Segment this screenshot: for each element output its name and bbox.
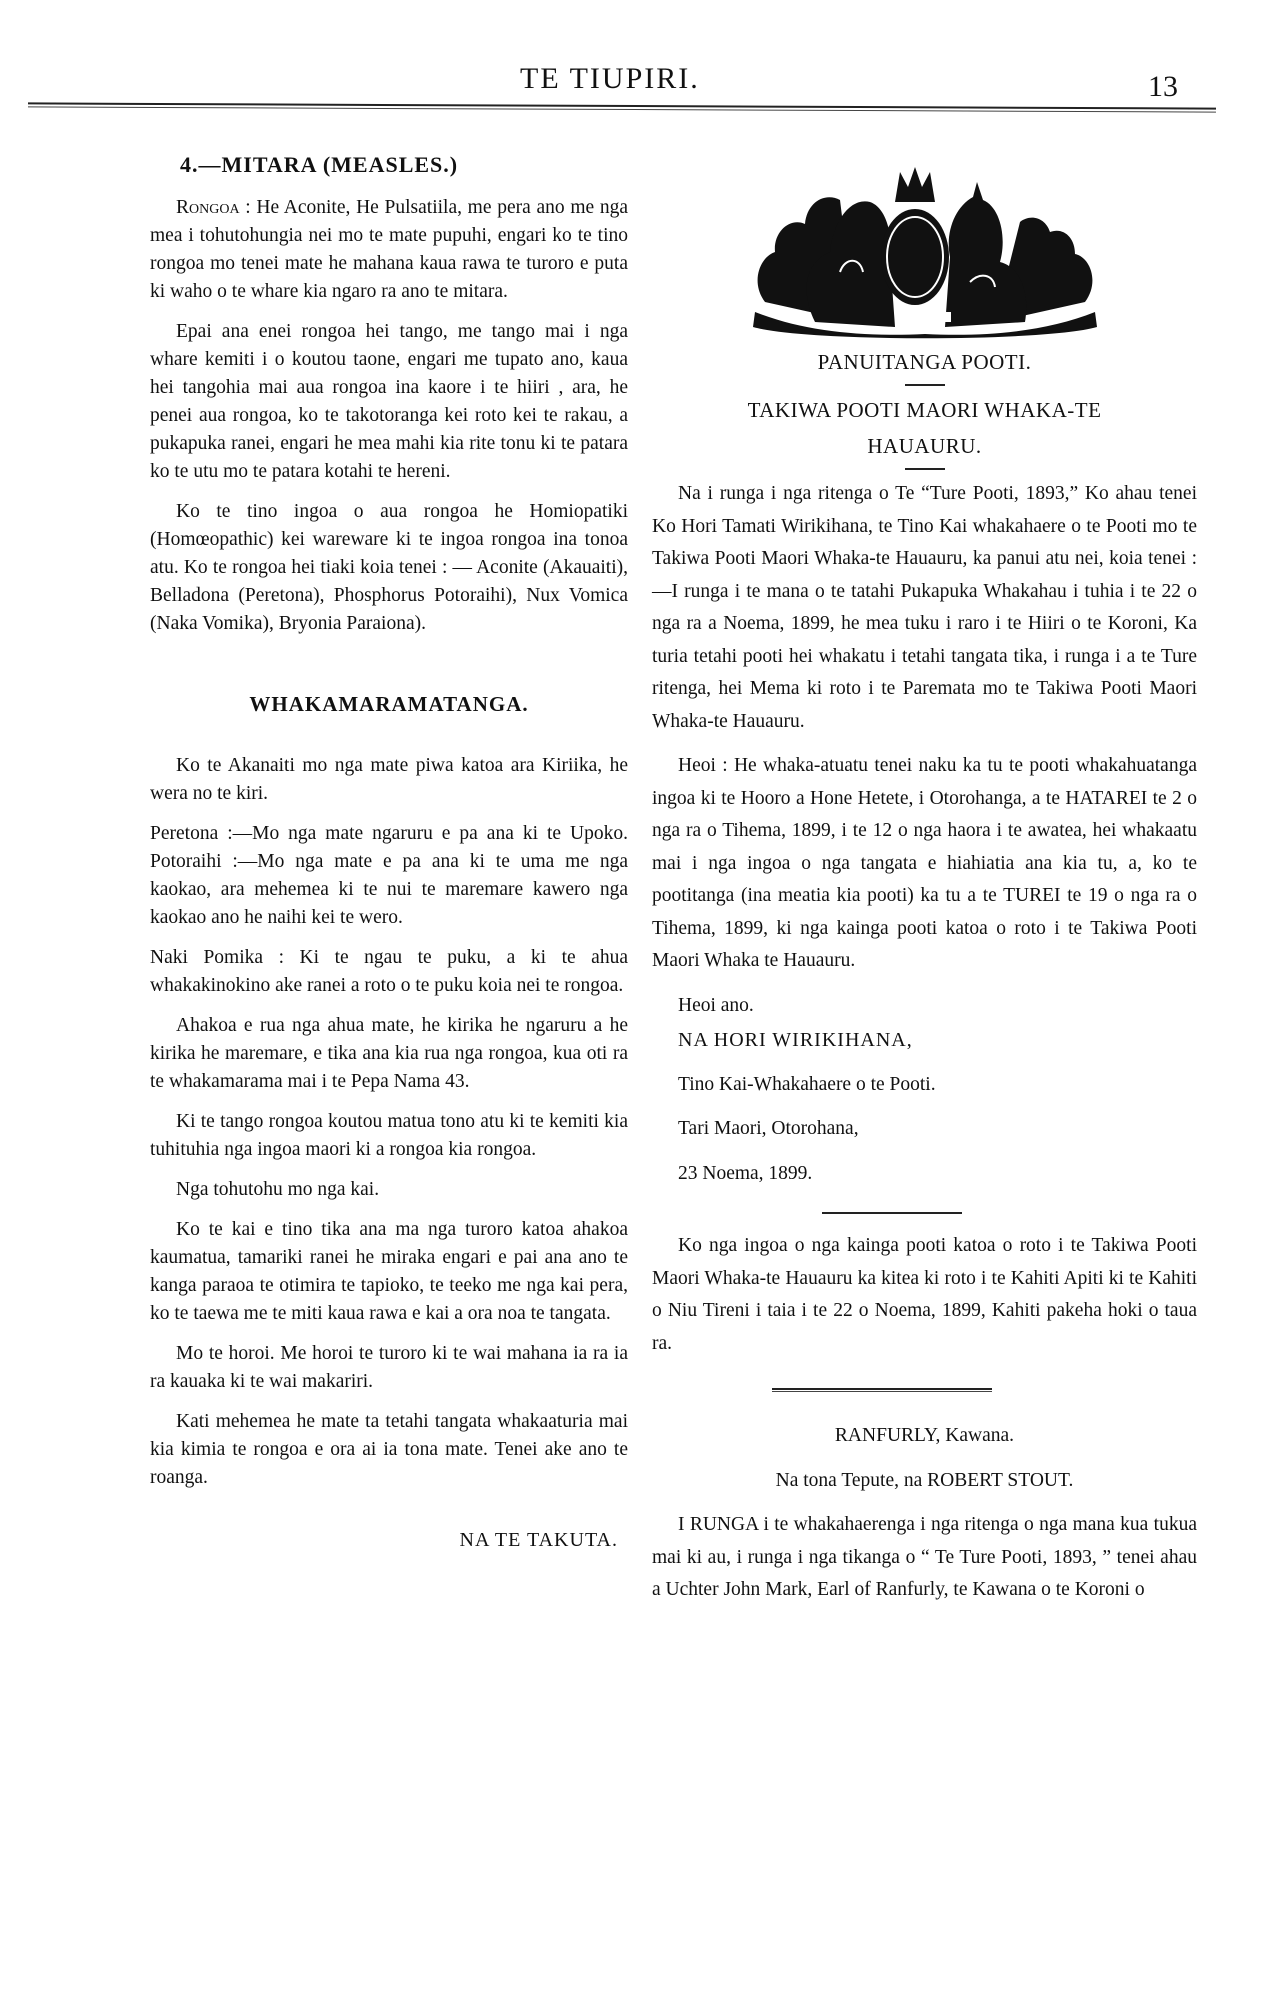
right-column [652, 150, 1197, 1619]
spacer [150, 650, 628, 690]
address-line: Tari Maori, Otorohana, [678, 1118, 859, 1139]
paragraph: Ko te tino ingoa o aua rongoa he Homiopatiki (Homœopathic) kei wareware ki te ingoa rongoa ina tonoa atu. Ko te rongoa hei tiaki koia tenei : — Aconite (Akauaiti), Belladona (Peretona), Phosphorus Potoraihi), Nux Vomica (Naka Vomika), Bryonia Paraiona). [150, 501, 628, 634]
subheading-whakamaramatanga: WHAKAMARAMATANGA. [249, 692, 529, 716]
paragraph-rongoa: Rongoa : He Aconite, He Pulsatiila, me pera ano me nga mea i tohutohungia nei mo te mate pupuhi, engari ko te tino rongoa mo tenei mate he mahana kaua rawa te turoro e puta ki waho o te whare kia ngaro ra ano te mitara. [150, 197, 629, 302]
left-column [150, 150, 628, 1554]
paragraph: Mo te horoi. Me horoi te turoro ki te wai mahana ia ra ia ra kauaka ki te wai makariri. [150, 1343, 628, 1392]
deputy-signature: Na tona Tepute, na ROBERT STOUT. [775, 1469, 1074, 1491]
coat-of-arms-icon [745, 162, 1105, 342]
address-date: 23 Noema, 1899. [678, 1162, 813, 1184]
running-header [0, 52, 1280, 102]
district-title-continued: HAUAURU. [867, 434, 982, 458]
governor-signature: RANFURLY, Kawana. [834, 1425, 1015, 1446]
paragraph: Naki Pomika : Ki te ngau te puku, a ki te ahua whakakinokino ake ranei a roto o te puku koia nei te rongoa. [150, 947, 628, 996]
page-number: 13 [1148, 70, 1178, 103]
signature-name: NA HORI WIRIKIHANA, [678, 1029, 913, 1051]
notice-title: PANUITANGA POOTI. [817, 350, 1032, 374]
district-title: TAKIWA POOTI MAORI WHAKA-TE [747, 398, 1102, 422]
paragraph: Heoi ano. [678, 994, 754, 1016]
paragraph: Heoi : He whaka-atuatu tenei naku ka tu te pooti whakahuatanga ingoa ki te Hooro a Hone Hetete, i Otorohanga, a te HATAREI te 2 o nga ra o Tihema, 1899, i te 12 o nga haora i te awatea, hei whakaatu mai i nga ingoa o nga tangata e hiahiatia ana kia tu, a, ko te pootitanga (ina meatia kia pooti) ka tu a te TUREI te 19 o nga ra o Tihema, 1899, ki nga kainga pooti katoa o roto i te Takiwa Pooti Maori Whaka te Hauauru. [652, 755, 1197, 971]
paragraph: Ko te Akanaiti mo nga mate piwa katoa ara Kiriika, he wera no te kiri. [150, 755, 628, 804]
running-title: TE TIUPIRI. [520, 62, 700, 95]
divider [822, 1212, 962, 1214]
signature-title: Tino Kai-Whakahaere o te Pooti. [678, 1073, 936, 1095]
divider [905, 384, 945, 386]
paragraph: Ko te kai e tino tika ana ma nga turoro katoa ahakoa kaumatua, tamariki ranei he miraka engari e pai ana ano te kanga paraoa te otimira te tapioko, te teeko me nga kai pera, ko te taewa me te miti kaua rawa e kai a ora noa te tangata. [150, 1219, 628, 1324]
signature-takuta: NA TE TAKUTA. [459, 1529, 618, 1551]
gazette-paragraph: Ko nga ingoa o nga kainga pooti katoa o roto i te Takiwa Pooti Maori Whaka-te Hauauru ka kitea ki roto i te Kahiti Apiti ki te Kahiti o Niu Tireni i taia i te 22 o Noema, 1899, Kahiti pakeha hoki o taua ra. [652, 1235, 1197, 1354]
paragraph: Ahakoa e rua nga ahua mate, he kirika he ngaruru a he kirika he maremare, e tika ana kia rua nga rongoa, kua oti ra te whakamarama mai i te Pepa Nama 43. [150, 1015, 628, 1092]
paragraph: Epai ana enei rongoa hei tango, me tango mai i nga whare kemiti i o koutou taone, engari me tupato ano, kaua hei tangohia mai aua rongoa ina kaore i te hiiri , ara, he penei aua rongoa, ko te takotoranga kei roto kei te rakau, a pukapuka ranei, engari he mea mahi kia rite tonu ki te patara ko te utu mo te patara kotahi te hereni. [150, 321, 628, 482]
divider [905, 468, 945, 470]
lead-word: Rongoa [176, 197, 240, 218]
proclamation-paragraph: I RUNGA i te whakahaerenga i nga ritenga o nga mana kua tukua mai ki au, i runga i nga tikanga o “ Te Ture Pooti, 1893, ” tenei ahau a Uchter John Mark, Earl of Ranfurly, te Kawana o te Koroni o [652, 1514, 1197, 1600]
paragraph-subheading: Nga tohutohu mo nga kai. [176, 1179, 380, 1200]
section-heading-measles: 4.—MITARA (MEASLES.) [180, 152, 459, 177]
paragraph: Peretona :—Mo nga mate ngaruru e pa ana ki te Upoko. Potoraihi :—Mo nga mate e pa ana ki te uma me nga kaokao, ara mehemea ki te nui te maremare kawero nga kaokao ano he naihi kei te wero. [150, 823, 628, 928]
paragraph: Ki te tango rongoa koutou matua tono atu ki te kemiti kia tuhituhia nga ingoa maori ki a rongoa kia rongoa. [150, 1111, 628, 1160]
header-rule [28, 102, 1216, 112]
divider [772, 1388, 992, 1392]
paragraph: Na i runga i nga ritenga o Te “Ture Pooti, 1893,” Ko ahau tenei Ko Hori Tamati Wirikihana, te Tino Kai whakahaere o te Pooti mo te Takiwa Pooti Maori Whaka-te Hauauru, ka panui atu nei, koia tenei :—I runga i te mana o te tatahi Pukapuka Whakahau i tuhia i te 22 o nga ra a Noema, 1899, he mea tuku i raro i te Hiiri o te Koroni, Ka turia tetahi pooti hei whakatu i tetahi tangata tika, i runga i a te Ture ritenga, hei Mema ki roto i te Paremata mo te Takiwa Pooti Maori Whaka-te Hauauru. [652, 483, 1197, 732]
paragraph: Kati mehemea he mate ta tetahi tangata whakaaturia mai kia kimia te rongoa e ora ai ia tona mate. Tenei ake ano te roanga. [150, 1411, 628, 1488]
